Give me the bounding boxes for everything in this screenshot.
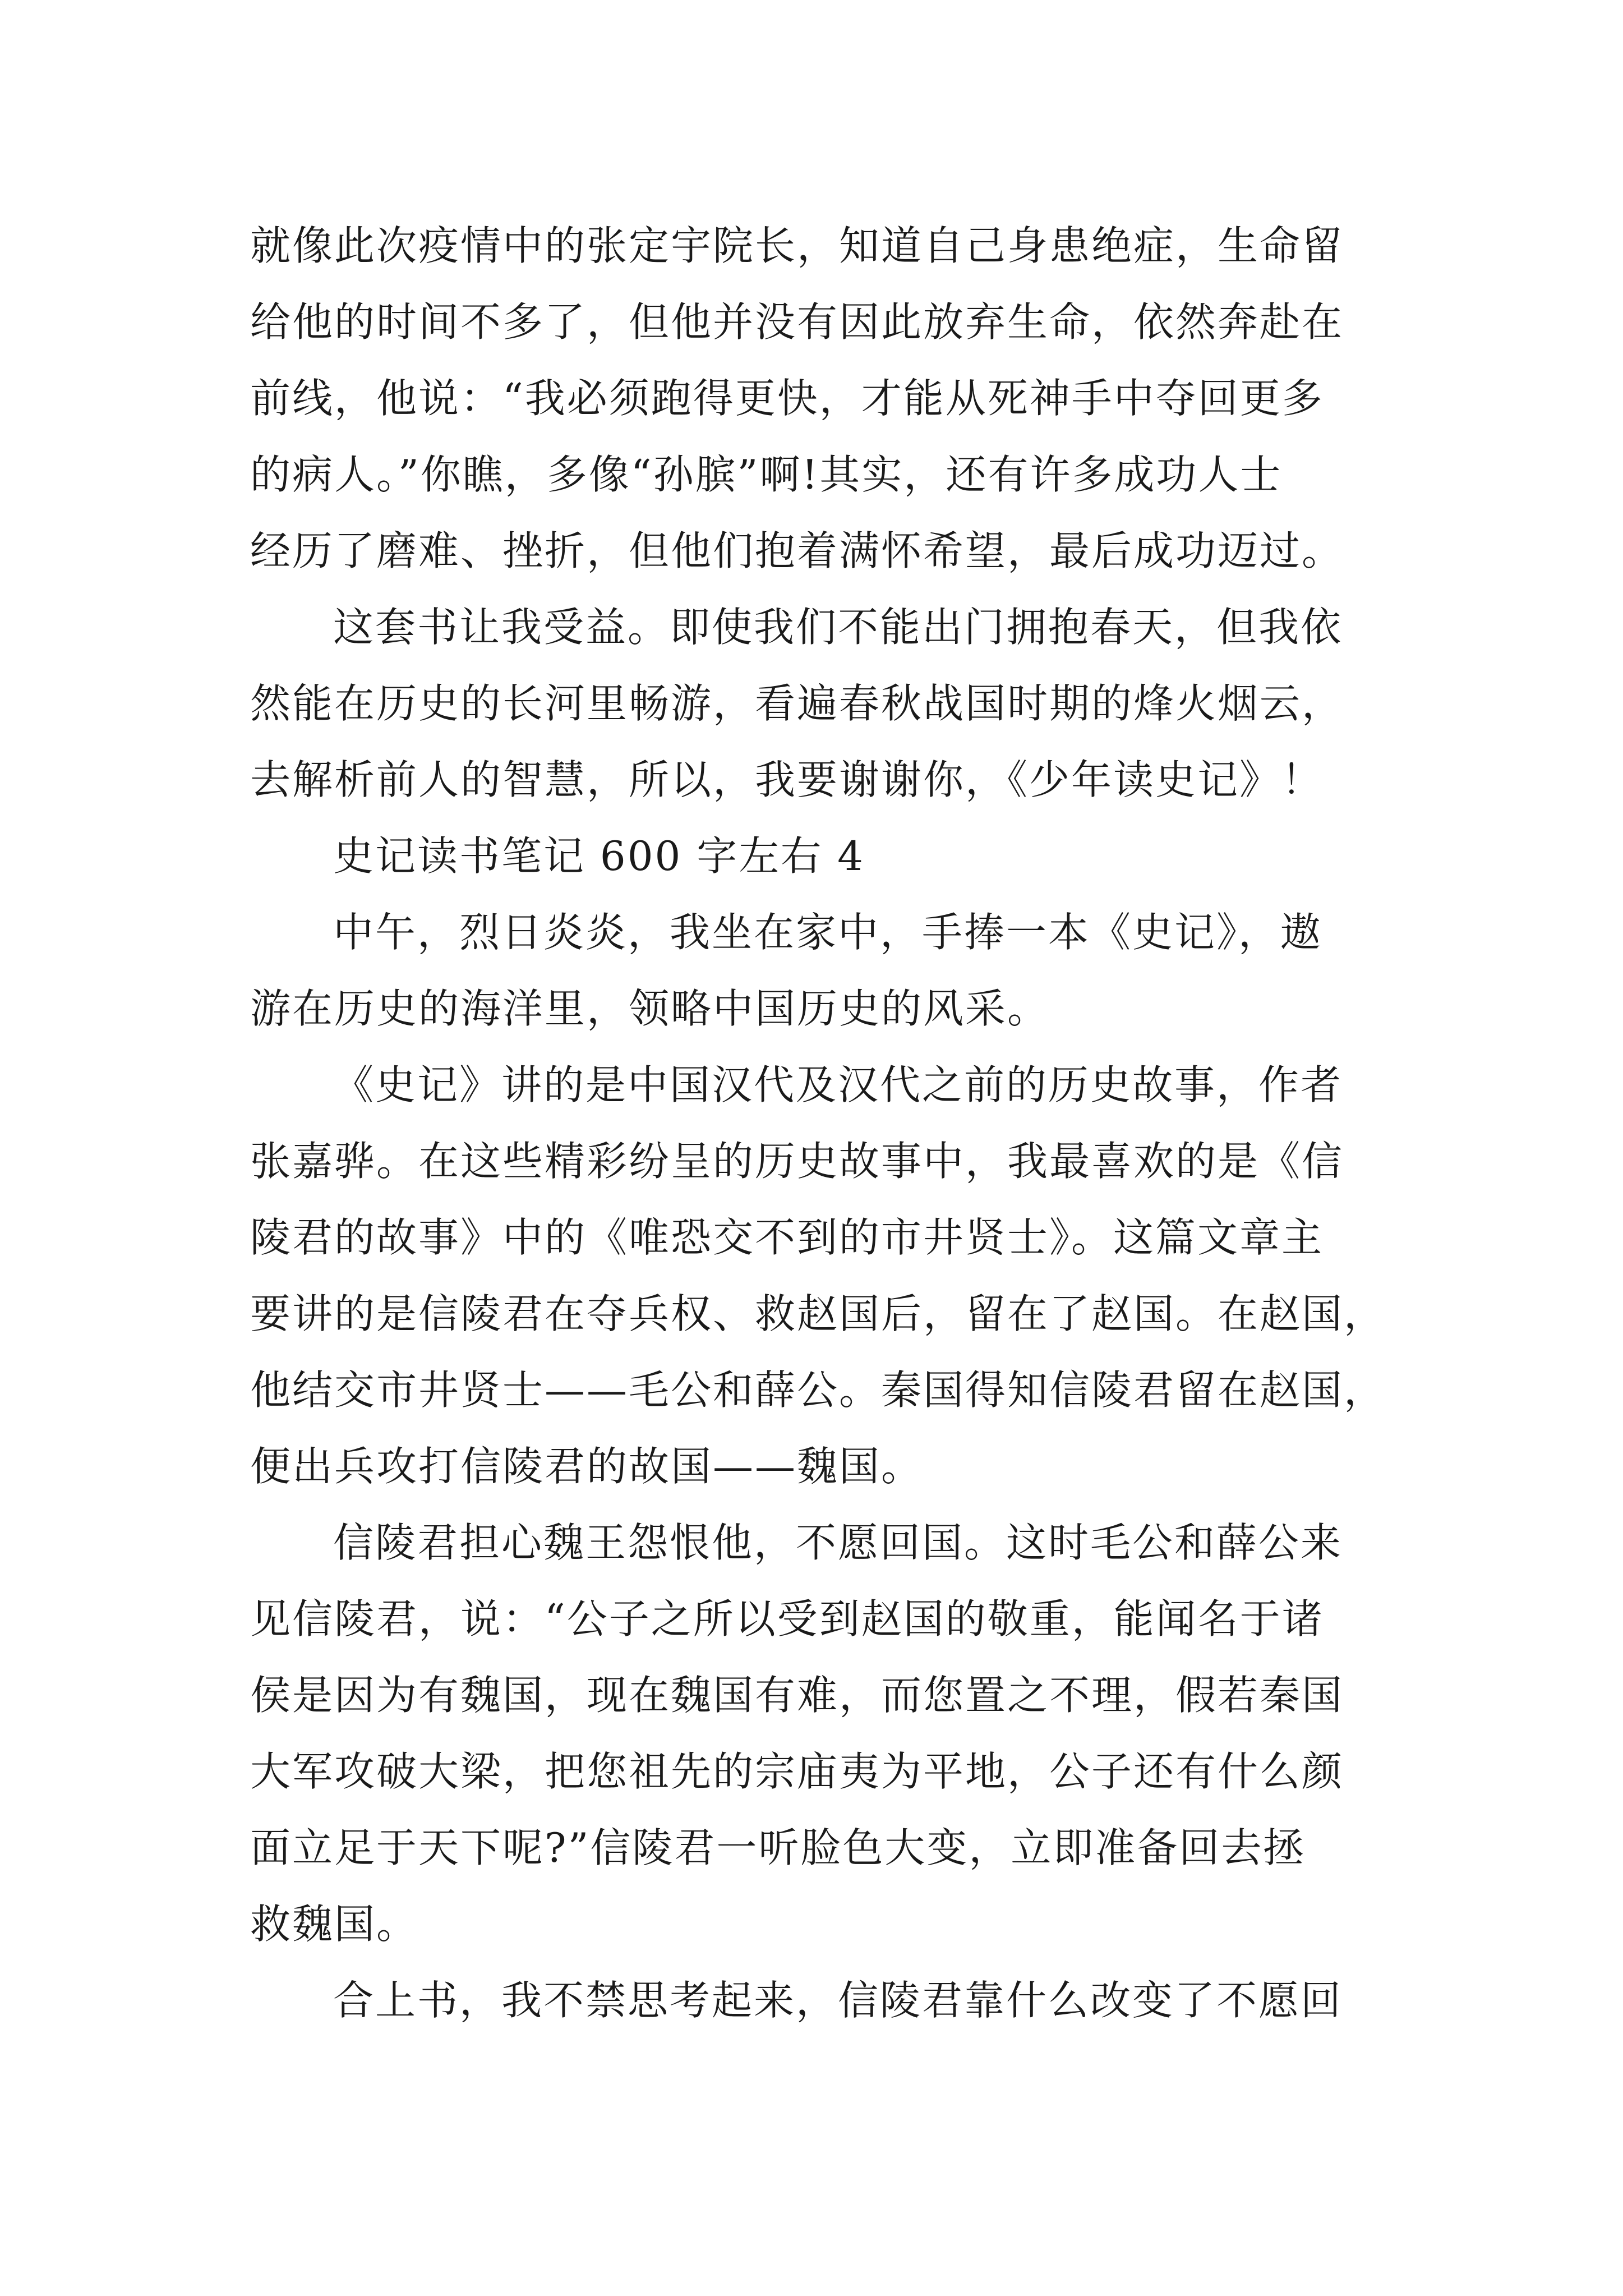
text-line: 要讲的是信陵君在夺兵权、救赵国后，留在了赵国。在赵国， <box>250 1290 1386 1337</box>
text-line: 就像此次疫情中的张定宇院长，知道自己身患绝症，生命留 <box>250 222 1344 269</box>
text-line: 前线，他说：“我必须跑得更快，才能从死神手中夺回更多 <box>250 375 1324 422</box>
text-line: 救魏国。 <box>250 1901 419 1948</box>
text-line: 便出兵攻打信陵君的故国——魏国。 <box>250 1443 924 1490</box>
text-line: 去解析前人的智慧，所以，我要谢谢你，《少年读史记》！ <box>250 756 1324 803</box>
paragraph-3 <box>250 894 1394 1047</box>
text-line: 见信陵君，说：“公子之所以受到赵国的敬重，能闻名于诸 <box>250 1595 1324 1642</box>
text-line: 给他的时间不多了，但他并没有因此放弃生命，依然奔赴在 <box>250 298 1344 346</box>
text-line: 中午，烈日炎炎，我坐在家中，手捧一本《史记》，遨 <box>333 909 1323 956</box>
paragraph-2 <box>250 589 1394 818</box>
paragraph-5 <box>250 1504 1394 1962</box>
text-line: 他结交市井贤士——毛公和薛公。秦国得知信陵君留在赵国， <box>250 1366 1386 1414</box>
text-line: 《史记》讲的是中国汉代及汉代之前的历史故事，作者 <box>333 1061 1343 1108</box>
paragraph-1 <box>250 208 1394 589</box>
text-line: 大军攻破大梁，把您祖先的宗庙夷为平地，公子还有什么颜 <box>250 1748 1344 1795</box>
text-line: 合上书，我不禁思考起来，信陵君靠什么改变了不愿回 <box>333 1977 1343 2024</box>
section-heading <box>250 818 1394 894</box>
document-body <box>250 208 1394 2039</box>
paragraph-4 <box>250 1047 1394 1504</box>
text-line: 信陵君担心魏王怨恨他，不愿回国。这时毛公和薛公来 <box>333 1519 1343 1566</box>
paragraph-6 <box>250 1962 1394 2039</box>
heading-text: 史记读书笔记 600 字左右 4 <box>333 832 865 880</box>
text-line: 这套书让我受益。即使我们不能出门拥抱春天，但我依 <box>333 604 1343 651</box>
text-line: 游在历史的海洋里，领略中国历史的风采。 <box>250 985 1050 1032</box>
text-line: 的病人。”你瞧，多像“孙膑”啊!其实，还有许多成功人士 <box>250 451 1283 498</box>
text-line: 面立足于天下呢?”信陵君一听脸色大变，立即准备回去拯 <box>250 1824 1306 1871</box>
text-line: 侯是因为有魏国，现在魏国有难，而您置之不理，假若秦国 <box>250 1672 1344 1719</box>
text-line: 然能在历史的长河里畅游，看遍春秋战国时期的烽火烟云， <box>250 680 1344 727</box>
text-line: 张嘉骅。在这些精彩纷呈的历史故事中，我最喜欢的是《信 <box>250 1138 1344 1185</box>
text-line: 经历了磨难、挫折，但他们抱着满怀希望，最后成功迈过。 <box>250 527 1344 574</box>
text-line: 陵君的故事》中的《唯恐交不到的市井贤士》。这篇文章主 <box>250 1214 1324 1261</box>
